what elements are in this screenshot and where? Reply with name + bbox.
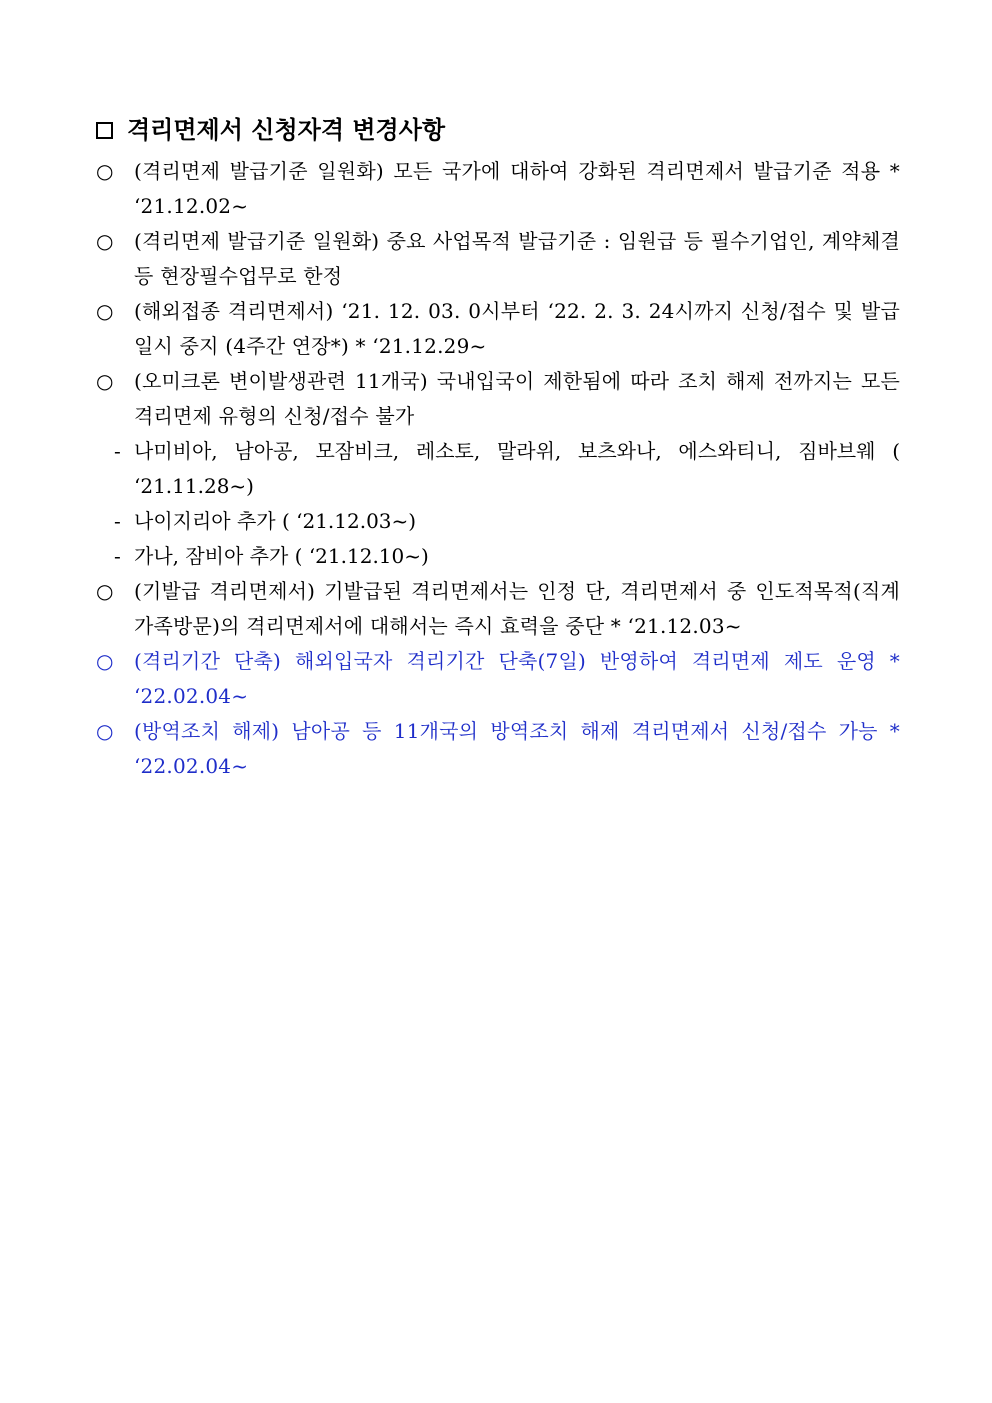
dash-bullet-icon: - bbox=[114, 544, 121, 568]
list-item-highlighted bbox=[96, 714, 900, 784]
list-item-text: (해외접종 격리면제서) ‘21. 12. 03. 0시부터 ‘22. 2. 3. 24시까지 신청/접수 및 발급 일시 중지 (4주간 연장*) * ‘21.12.29~ bbox=[134, 299, 900, 358]
circle-bullet-icon: ○ bbox=[96, 369, 114, 393]
list-item-text: (기발급 격리면제서) 기발급된 격리면제서는 인정 단, 격리면제서 중 인도적목적(직계가족방문)의 격리면제서에 대해서는 즉시 효력을 중단 * ‘21.12.03~ bbox=[134, 579, 900, 638]
circle-bullet-icon: ○ bbox=[96, 159, 114, 183]
sub-list-item-text: 나미비아, 남아공, 모잠비크, 레소토, 말라위, 보츠와나, 에스와티니, 짐바브웨 ( ‘21.11.28~) bbox=[134, 439, 900, 498]
list-item bbox=[96, 364, 900, 434]
sub-list-item-text: 가나, 잠비아 추가 ( ‘21.12.10~) bbox=[134, 544, 429, 568]
checkbox-square-icon bbox=[96, 122, 113, 139]
circle-bullet-icon: ○ bbox=[96, 649, 114, 673]
sub-list-item bbox=[96, 504, 900, 539]
list-item bbox=[96, 294, 900, 364]
dash-bullet-icon: - bbox=[114, 439, 121, 463]
list-item-text: (격리면제 발급기준 일원화) 중요 사업목적 발급기준 : 임원급 등 필수기업인, 계약체결 등 현장필수업무로 한정 bbox=[134, 229, 900, 288]
sub-list-item bbox=[96, 539, 900, 574]
list-item-text: (방역조치 해제) 남아공 등 11개국의 방역조치 해제 격리면제서 신청/접수 가능 * ‘22.02.04~ bbox=[134, 719, 900, 778]
sub-list-item-text: 나이지리아 추가 ( ‘21.12.03~) bbox=[134, 509, 417, 533]
section-heading bbox=[96, 112, 900, 148]
sub-list-item bbox=[96, 434, 900, 504]
circle-bullet-icon: ○ bbox=[96, 229, 114, 253]
list-item-text: (격리면제 발급기준 일원화) 모든 국가에 대하여 강화된 격리면제서 발급기준 적용 * ‘21.12.02~ bbox=[134, 159, 900, 218]
section-heading-text: 격리면제서 신청자격 변경사항 bbox=[127, 116, 446, 144]
document-page bbox=[96, 112, 900, 784]
list-item bbox=[96, 154, 900, 224]
list-item bbox=[96, 224, 900, 294]
list-item-text: (격리기간 단축) 해외입국자 격리기간 단축(7일) 반영하여 격리면제 제도 운영 * ‘22.02.04~ bbox=[134, 649, 900, 708]
dash-bullet-icon: - bbox=[114, 509, 121, 533]
circle-bullet-icon: ○ bbox=[96, 299, 114, 323]
list-item bbox=[96, 574, 900, 644]
list-item-text: (오미크론 변이발생관련 11개국) 국내입국이 제한됨에 따라 조치 해제 전까지는 모든 격리면제 유형의 신청/접수 불가 bbox=[134, 369, 900, 428]
list-item-highlighted bbox=[96, 644, 900, 714]
circle-bullet-icon: ○ bbox=[96, 719, 114, 743]
circle-bullet-icon: ○ bbox=[96, 579, 114, 603]
